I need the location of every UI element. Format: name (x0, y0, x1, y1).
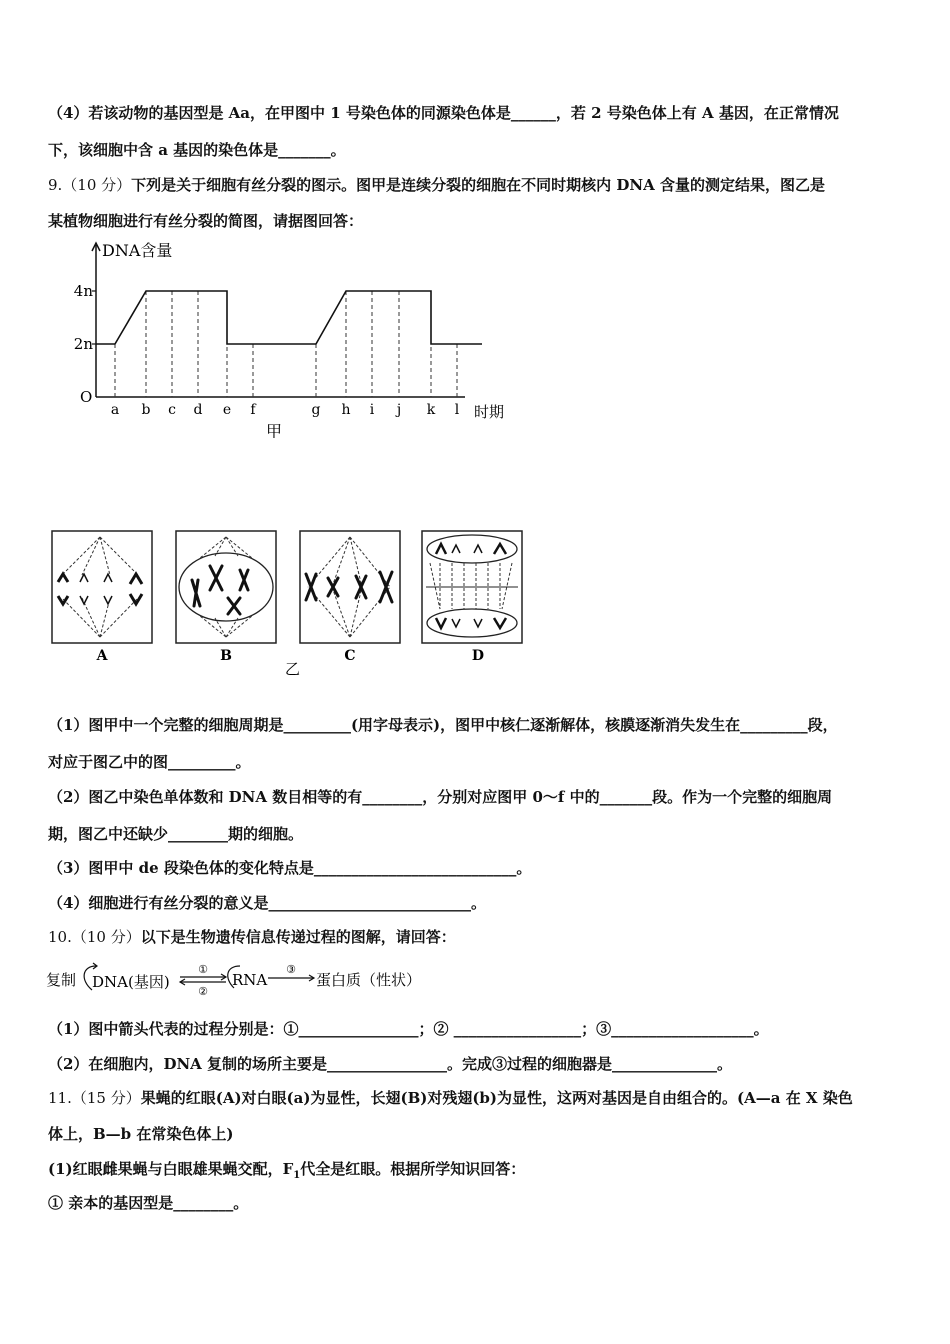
q9-1-line2: 对应于图乙中的图_________。 (48, 753, 251, 771)
q11-1-line (48, 1159, 525, 1186)
x-tick-label-j: j (396, 402, 402, 418)
x-tick-label-l: l (454, 402, 460, 418)
q10-2-line: （2）在细胞内，DNA 复制的场所主要是________________。完成③过程的细胞器是______________。 (48, 1055, 733, 1073)
q11-1-text-a: (1)红眼雌果蝇与白眼雄果蝇交配，F (48, 1160, 294, 1178)
q9-number: 9.（10 分） (48, 176, 132, 194)
x-tick-label-a: a (110, 402, 120, 418)
flow-step2: ② (198, 985, 208, 998)
flow-replicate: 复制 (46, 971, 77, 989)
q9-stem-line1 (48, 175, 825, 195)
flow-rna: RNA (232, 971, 268, 989)
q11-1-sub1: ① 亲本的基因型是________。 (48, 1194, 249, 1212)
y-tick-label: 2n (73, 335, 93, 353)
x-tick-label-i: i (369, 402, 375, 418)
q10-stem-a: 以下是生物遗传信息传递过程的图解，请回答： (140, 928, 456, 946)
cell-d (422, 531, 522, 664)
y-axis-label: DNA含量 (102, 241, 173, 260)
q9-2-line1: （2）图乙中染色单体数和 DNA 数目相等的有________，分别对应图甲 0～f 中的_______段。作为一个完整的细胞周 (48, 788, 833, 806)
fig-yi-caption: 乙 (285, 660, 301, 678)
q9-1-line1: （1）图甲中一个完整的细胞周期是_________(用字母表示)，图甲中核仁逐渐解体，核膜逐渐消失发生在_________段， (48, 716, 838, 734)
dna-content-line (96, 291, 482, 344)
x-tick-label-k: k (426, 402, 436, 418)
flow-protein: 蛋白质（性状） (316, 971, 422, 989)
cell-c-label: C (344, 648, 356, 664)
x-tick-label-c: c (168, 402, 176, 418)
cell-b (176, 531, 276, 664)
q8-4-line2: 下，该细胞中含 a 基因的染色体是_______。 (48, 141, 346, 159)
mitosis-figure (48, 525, 528, 680)
q11-stem-line2: 体上，B—b 在常染色体上) (48, 1125, 234, 1143)
flow-step3: ③ (286, 963, 296, 976)
q10-number: 10.（10 分） (48, 928, 141, 946)
gene-flow-diagram (44, 958, 434, 1000)
q11-number: 11.（15 分） (48, 1089, 141, 1107)
cell-b-label: B (220, 648, 232, 664)
y-tick-label: 4n (73, 282, 93, 300)
origin-label: O (80, 388, 93, 406)
q9-stem-a: 下列是关于细胞有丝分裂的图示。图甲是连续分裂的细胞在不同时期核内 DNA 含量的测定结果，图乙是 (131, 176, 825, 194)
q11-1-text-b: 代全是红眼。根据所学知识回答： (300, 1160, 526, 1178)
q10-stem (48, 927, 456, 947)
x-tick-label-b: b (141, 402, 151, 418)
q9-3-line: （3）图甲中 de 段染色体的变化特点是___________________________。 (48, 859, 532, 877)
q9-2-line2: 期，图乙中还缺少________期的细胞。 (48, 825, 304, 843)
q11-stem-line1 (48, 1088, 853, 1108)
x-tick-label-f: f (250, 402, 256, 418)
cell-c (300, 531, 400, 664)
q10-1-line: （1）图中箭头代表的过程分别是：①________________；② _________________；③___________________。 (48, 1020, 769, 1038)
q9-4-line: （4）细胞进行有丝分裂的意义是___________________________。 (48, 894, 486, 912)
x-tick-label-g: g (311, 402, 321, 418)
x-tick-label-e: e (222, 402, 232, 418)
flow-step1: ① (198, 963, 208, 976)
x-tick-label-h: h (341, 402, 351, 418)
flow-dna: DNA(基因) (92, 973, 170, 991)
q8-4-line1: （4）若该动物的基因型是 Aa，在甲图中 1 号染色体的同源染色体是______，若 2 号染色体上有 A 基因，在正常情况 (48, 104, 839, 122)
chart-title: 甲 (265, 422, 283, 438)
x-tick-label-d: d (193, 402, 203, 418)
q11-stem-a: 果蝇的红眼(A)对白眼(a)为显性，长翅(B)对残翅(b)为显性，这两对基因是自由组合的。(A—a 在 X 染色 (140, 1089, 853, 1107)
dna-content-chart (60, 238, 530, 438)
q9-stem-line2: 某植物细胞进行有丝分裂的简图，请据图回答： (48, 212, 364, 230)
cell-a-label: A (96, 648, 108, 664)
f1-subscript: 1 (293, 1170, 301, 1181)
cell-a (52, 531, 152, 664)
x-axis-label: 时期 (474, 403, 505, 421)
cell-d-label: D (471, 648, 485, 664)
